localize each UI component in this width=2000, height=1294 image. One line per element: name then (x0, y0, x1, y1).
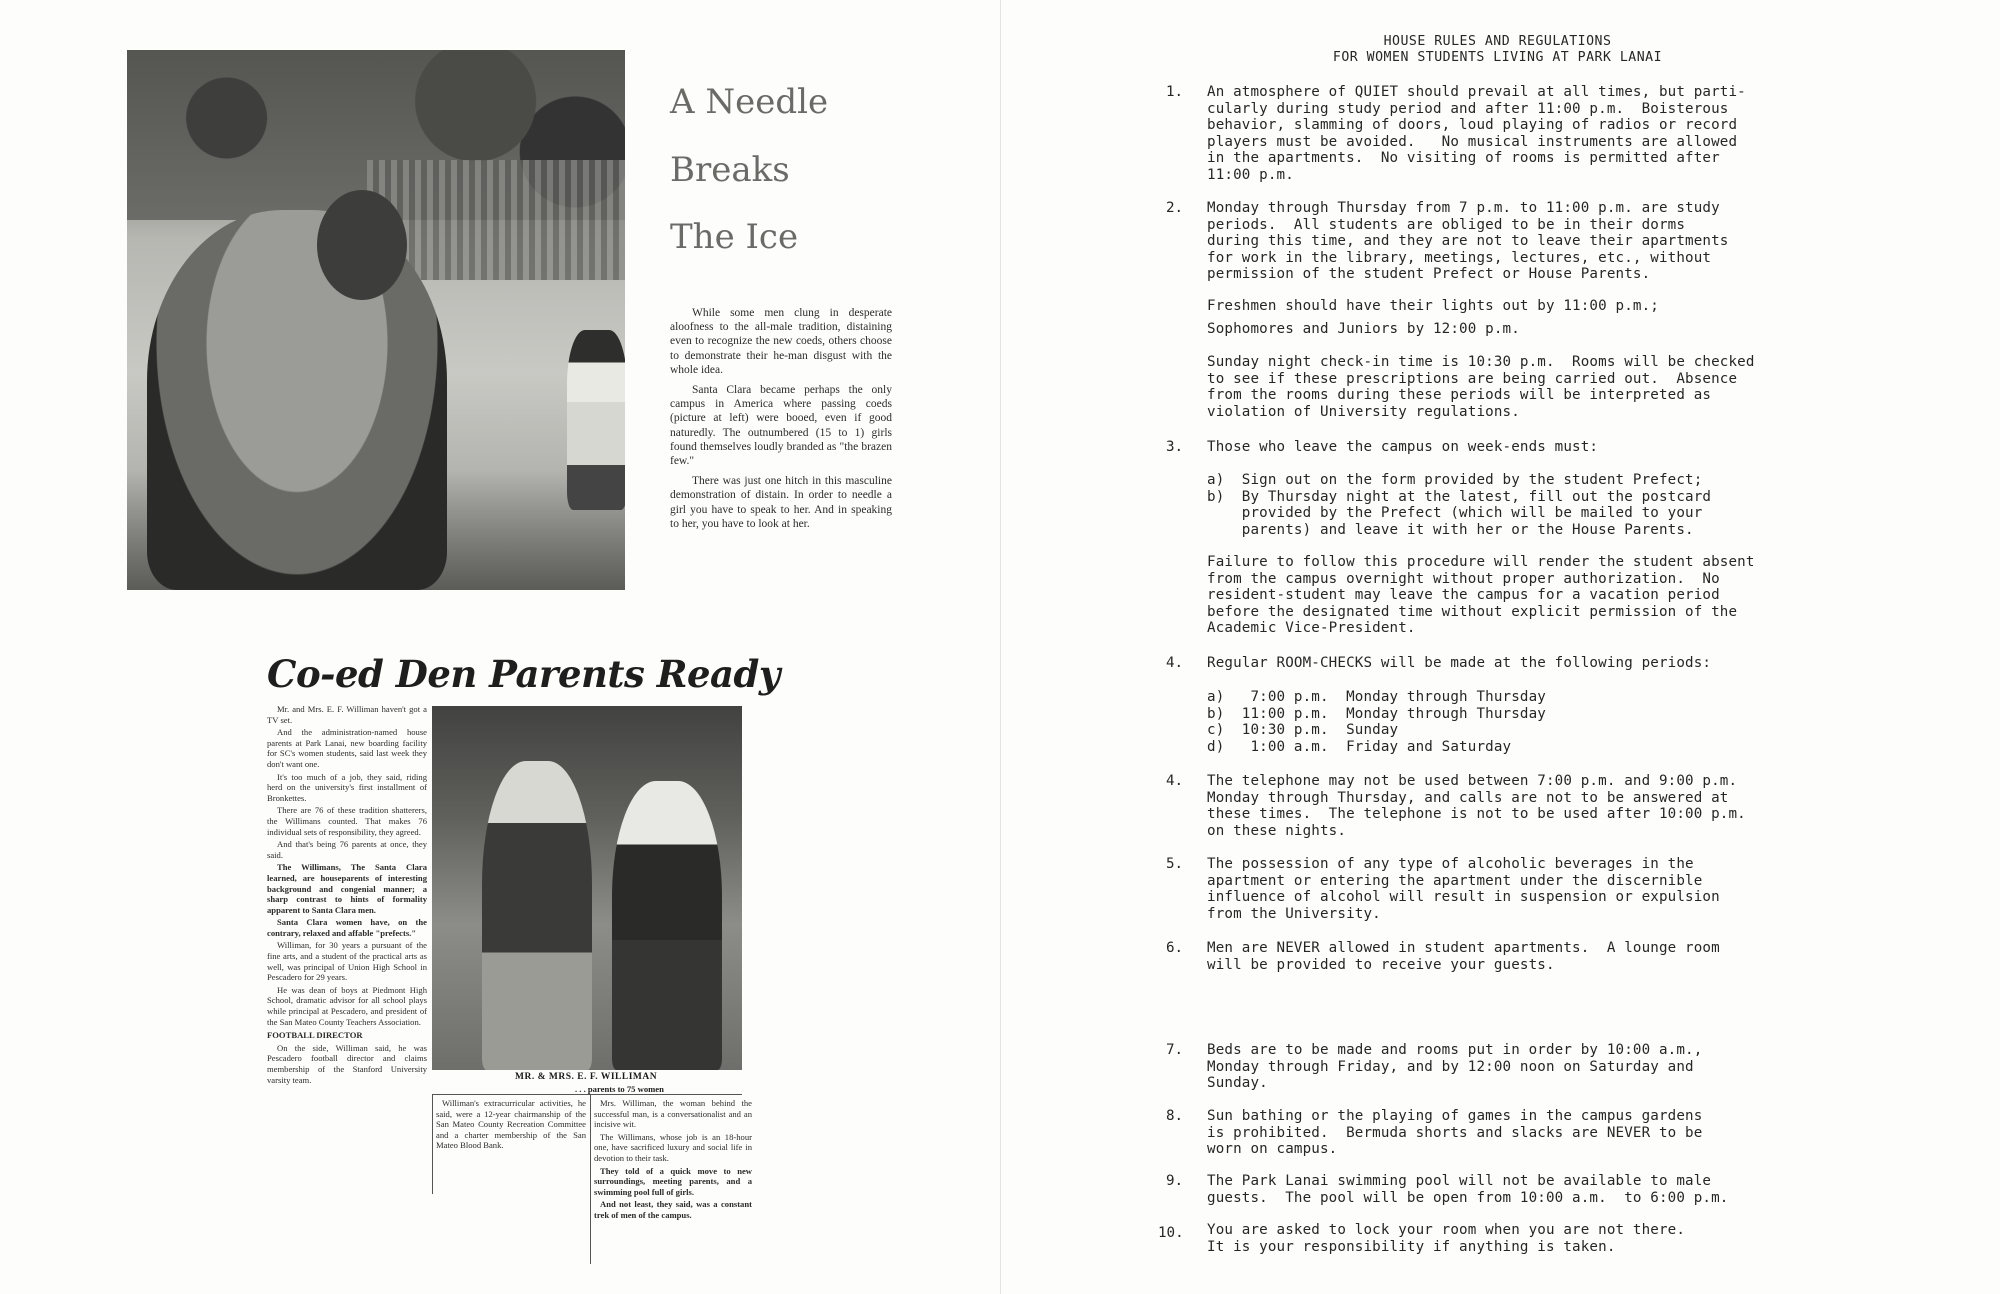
den-paragraph: The Willimans, The Santa Clara learned, are houseparents of interesting background and congenial manner; a sharp contrast to hints of formality apparent to Santa Clara men. (267, 862, 427, 915)
rule-number: 3. (1166, 439, 1184, 455)
rule-text: Sophomores and Juniors by 12:00 p.m. (1207, 321, 1520, 337)
rule-number: 9. (1166, 1173, 1184, 1189)
rule-text: Sunday night check-in time is 10:30 p.m. Rooms will be checked to see if these prescriptions are being carried out. Absence from the rooms during these periods will be interpreted as violation of University regulations. (1207, 354, 1755, 420)
rule-text: The telephone may not be used between 7:00 p.m. and 9:00 p.m. Monday through Thursday, and calls are not to be answered at these times. The telephone is not to be used after 10:00 p.m. on these nights. (1207, 773, 1746, 839)
den-subhead: FOOTBALL DIRECTOR (267, 1030, 363, 1041)
den-paragraph: Williman, for 30 years a pursuant of the fine arts, and a student of the practical arts as well, was principal of Union High School in Pescadero for 29 years. (267, 940, 427, 983)
needle-headline-line2: Breaks (670, 150, 790, 190)
den-headline: Co-ed Den Parents Ready (267, 652, 780, 696)
rules-title-line1: HOUSE RULES AND REGULATIONS (1383, 34, 1612, 49)
needle-headline-line3: The Ice (670, 217, 799, 257)
column-rule (590, 1094, 591, 1264)
den-paragraph: Mr. and Mrs. E. F. Williman haven't got a TV set. (267, 704, 427, 725)
rule-text: You are asked to lock your room when you are not there. It is your responsibility if anything is taken. (1207, 1222, 1686, 1255)
den-paragraph: It's too much of a job, they said, riding herd on the university's first installment of Bronkettes. (267, 771, 427, 803)
den-paragraph: Mrs. Williman, the woman behind the successful man, is a conversationalist and an incisive wit. (594, 1098, 752, 1130)
rule-text: Those who leave the campus on week-ends must: (1207, 439, 1599, 455)
column-rule (432, 1094, 742, 1095)
rule-number: 4. (1166, 655, 1184, 671)
rule-text: An atmosphere of QUIET should prevail at all times, but parti- cularly during study period and after 11:00 p.m. Boisterous behavior, slamming of doors, loud playing of radios or record players must be avoided. No musical instruments are allowed in the apartments. No visiting of rooms is permitted after 11:00 p.m. (1207, 84, 1746, 183)
photo-caption-sub: . . . parents to 75 women (575, 1084, 664, 1094)
column-rule (432, 1094, 433, 1194)
rule-text: The Park Lanai swimming pool will not be available to male guests. The pool will be open from 10:00 a.m. to 6:00 p.m. (1207, 1173, 1729, 1206)
needle-headline-line1: A Needle (670, 82, 829, 122)
photo-williman-couple (432, 706, 742, 1070)
den-column-1 (267, 704, 427, 1087)
rule-number: 4. (1166, 773, 1184, 789)
rule-text: The possession of any type of alcoholic beverages in the apartment or entering the apartment under the discernible influence of alcohol will result in suspension or expulsion from the University. (1207, 856, 1720, 922)
rule-number: 6. (1166, 940, 1184, 956)
den-paragraph: There are 76 of these tradition shatterers, the Willimans counted. That makes 76 individual sets of responsibility, they agreed. (267, 805, 427, 837)
den-column-2 (436, 1098, 586, 1151)
rule-text: Monday through Thursday from 7 p.m. to 11:00 p.m. are study periods. All students are obliged to be in their dorms during this time, and they are not to leave their apartments for work in the library, meetings, lectures, etc., without permission of the student Prefect or House Parents. (1207, 200, 1729, 283)
rule-number: 5. (1166, 856, 1184, 872)
den-paragraph: And that's being 76 parents at once, they said. (267, 839, 427, 860)
den-paragraph: And the administration-named house parents at Park Lanai, new boarding facility for SC's women students, said last week they don't want one. (267, 727, 427, 769)
den-paragraph: He was dean of boys at Piedmont High School, dramatic advisor for all school plays while principal at Pescadero, and president of the San Mateo County Teachers Association. (267, 984, 427, 1027)
rule-text: Beds are to be made and rooms put in order by 10:00 a.m., Monday through Friday, and by 12:00 noon on Saturday and Sunday. (1207, 1042, 1703, 1092)
needle-paragraph: There was just one hitch in this masculine demonstration of distain. In order to needle a girl you have to speak to her. And in speaking to her, you have to look at her. (670, 475, 892, 530)
rules-title-line2: FOR WOMEN STUDENTS LIVING AT PARK LANAI (1332, 50, 1663, 65)
photo-caption-name: MR. & MRS. E. F. WILLIMAN (515, 1072, 658, 1082)
needle-paragraph: While some men clung in desperate aloofness to the all-male tradition, distaining even to recognize the new coeds, others choose to demonstrate their he-man disgust with the whole idea. (670, 307, 892, 376)
rule-text: Sun bathing or the playing of games in the campus gardens is prohibited. Bermuda shorts and slacks are NEVER to be worn on campus. (1207, 1108, 1703, 1158)
photo-man-watching-coed (127, 50, 625, 590)
rule-text: Freshmen should have their lights out by 11:00 p.m.; (1207, 298, 1659, 314)
needle-article-body (670, 306, 892, 537)
den-paragraph: And not least, they said, was a constant trek of men of the campus. (594, 1199, 752, 1220)
rules-title (1240, 34, 1755, 66)
rule-number: 8. (1166, 1108, 1184, 1124)
rule-text: Men are NEVER allowed in student apartments. A lounge room will be provided to receive your guests. (1207, 940, 1720, 973)
den-paragraph: They told of a quick move to new surroundings, meeting parents, and a swimming pool full of girls. (594, 1165, 752, 1197)
rule-text: Failure to follow this procedure will render the student absent from the campus overnight without proper authorization. No resident-student may leave the campus for a vacation period before the designated time without explicit permission of the Academic Vice-President. (1207, 554, 1755, 637)
rule-number: 10. (1158, 1225, 1184, 1241)
den-paragraph: On the side, Williman said, he was Pescadero football director and claims membership of the Stanford University varsity team. (267, 1042, 427, 1085)
den-column-3 (594, 1098, 752, 1223)
rule-text: Regular ROOM-CHECKS will be made at the following periods: (1207, 655, 1712, 671)
den-paragraph: The Willimans, whose job is an 18-hour one, have sacrificed luxury and social life in devotion to their task. (594, 1131, 752, 1163)
den-paragraph: Williman's extracurricular activities, he said, were a 12-year chairmanship of the San Mateo County Recreation Committee and a charter membership of the San Mateo Blood Bank. (436, 1098, 586, 1151)
rule-number: 7. (1166, 1042, 1184, 1058)
rule-number: 2. (1166, 200, 1184, 216)
rule-number: 1. (1166, 84, 1184, 100)
den-paragraph: Santa Clara women have, on the contrary, relaxed and affable "prefects." (267, 917, 427, 938)
needle-paragraph: Santa Clara became perhaps the only campus in America where passing coeds (picture at left) were booed, even if good naturedly. The outnumbered (15 to 1) girls found themselves loudly branded as "the brazen few." (670, 384, 892, 468)
page-divider (1000, 0, 1001, 1294)
rule-text: a) 7:00 p.m. Monday through Thursday b) 11:00 p.m. Monday through Thursday c) 10:30 p.m. Sunday d) 1:00 a.m. Friday and Saturday (1207, 689, 1546, 755)
rule-text: a) Sign out on the form provided by the student Prefect; b) By Thursday night at the latest, fill out the postcard provided by the Prefect (which will be mailed to your parents) and leave it with her or the House Parents. (1207, 472, 1712, 538)
